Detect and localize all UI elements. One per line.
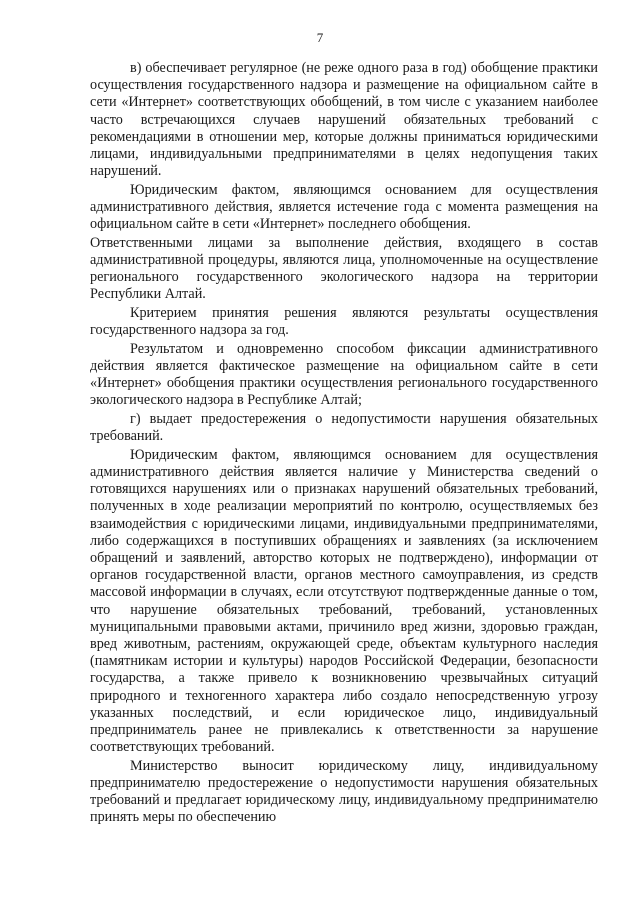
paragraph-legal-fact-2: Юридическим фактом, являющимся основанием для осуществления административного действия является наличие у Министерства сведений о готовящихся нарушениях или о признаках нарушений обязательных требований, полученных в ходе реализации мероприятий по контролю, осуществляемых без взаимодействия с юридическими лицами, индивидуальными предпринимателями, либо содержащихся в поступивших обращениях и заявлениях (за исключением обращений и заявлений, авторство которых не подтверждено), информации от органов государственной власти, органов местного самоуправления, из средств массовой информации в случаях, если отсутствуют подтвержденные данные о том, что нарушение обязательных требований, требований, установленных муниципальными правовыми актами, причинило вред жизни, здоровью граждан, вред животным, растениям, окружающей среде, объектам культурного наследия (памятникам истории и культуры) народов Российской Федерации, безопасности государства, а также привело к возникновению чрезвычайных ситуаций природного и техногенного характера либо создало непосредственную угрозу указанных последствий, и если юридическое лицо, индивидуальный предприниматель ранее не привлекались к ответственности за нарушение соответствующих требований.	[90, 446, 598, 756]
document-body	[90, 60, 598, 828]
paragraph-warnings: г) выдает предостережения о недопустимости нарушения обязательных требований.	[90, 411, 598, 445]
page-number: 7	[316, 30, 324, 45]
paragraph-ministry-issues: Министерство выносит юридическому лицу, индивидуальному предпринимателю предостережение о недопустимости нарушения обязательных требований и предлагает юридическому лицу, индивидуальному предпринимателю принять меры по обеспечению	[90, 757, 598, 826]
paragraph-obobshchenie: в) обеспечивает регулярное (не реже одного раза в год) обобщение практики осуществления государственного надзора и размещение на официальном сайте в сети «Интернет» соответствующих обобщений, в том числе с указанием наиболее часто встречающихся случаев нарушений обязательных требований с рекомендациями в отношении мер, которые должны приниматься юридическими лицами, индивидуальными предпринимателями в целях недопущения таких нарушений.	[90, 60, 598, 180]
paragraph-decision-criterion: Критерием принятия решения являются результаты осуществления государственного надзора за год.	[90, 305, 598, 339]
paragraph-responsible-persons: Ответственными лицами за выполнение действия, входящего в состав административной процедуры, являются лица, уполномоченные на осуществление регионального государственного экологического надзора на территории Республики Алтай.	[90, 234, 598, 303]
paragraph-legal-fact-1: Юридическим фактом, являющимся основанием для осуществления административного действия, является истечение года с момента размещения на официальном сайте в сети «Интернет» последнего обобщения.	[90, 181, 598, 233]
paragraph-result: Результатом и одновременно способом фиксации административного действия является фактическое размещение на официальном сайте в сети «Интернет» обобщения практики осуществления регионального государственного экологического надзора в Республике Алтай;	[90, 340, 598, 409]
